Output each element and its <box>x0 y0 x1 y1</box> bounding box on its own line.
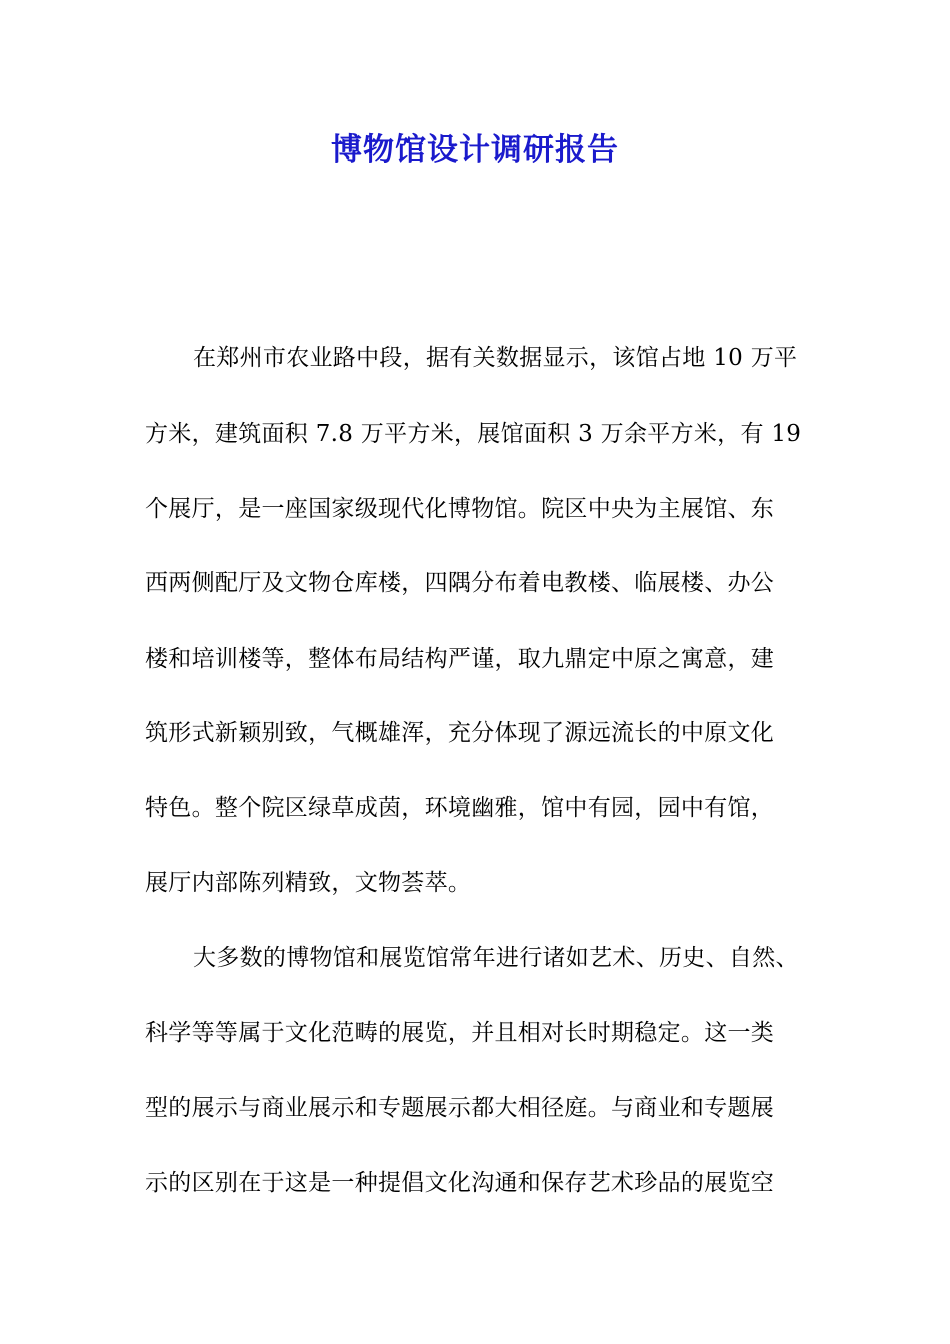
paragraph-line: 特色。整个院区绿草成茵，环境幽雅，馆中有园，园中有馆， <box>145 795 775 821</box>
paragraph-line: 个展厅，是一座国家级现代化博物馆。院区中央为主展馆、东 <box>145 496 775 522</box>
paragraph-line: 筑形式新颖别致，气概雄浑，充分体现了源远流长的中原文化 <box>145 720 775 746</box>
paragraph-line: 西两侧配厅及文物仓库楼，四隅分布着电教楼、临展楼、办公 <box>145 570 775 596</box>
paragraph-line: 大多数的博物馆和展览馆常年进行诸如艺术、历史、自然、 <box>193 945 799 971</box>
paragraph-line: 型的展示与商业展示和专题展示都大相径庭。与商业和专题展 <box>145 1095 775 1121</box>
paragraph-line: 科学等等属于文化范畴的展览，并且相对长时期稳定。这一类 <box>145 1020 775 1046</box>
paragraph-line: 方米，建筑面积 7.8 万平方米，展馆面积 3 万余平方米，有 19 <box>145 421 802 447</box>
paragraph-line: 示的区别在于这是一种提倡文化沟通和保存艺术珍品的展览空 <box>145 1170 775 1196</box>
paragraph-line: 展厅内部陈列精致，文物荟萃。 <box>145 870 472 896</box>
paragraph-line: 楼和培训楼等，整体布局结构严谨，取九鼎定中原之寓意，建 <box>145 646 775 672</box>
paragraph-line: 在郑州市农业路中段，据有关数据显示，该馆占地 10 万平 <box>193 345 798 371</box>
document-title: 博物馆设计调研报告 <box>331 132 619 168</box>
